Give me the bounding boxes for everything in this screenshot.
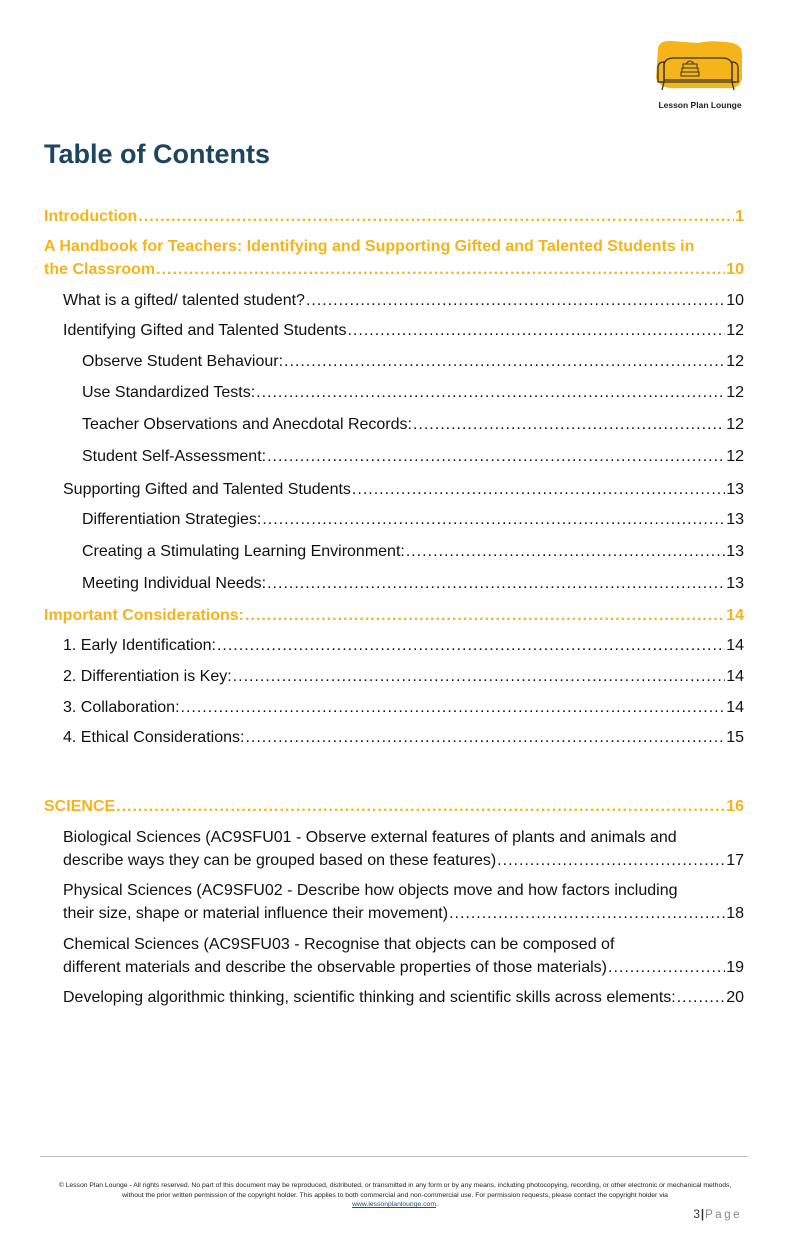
toc-entry-observe-behaviour[interactable]: [82, 350, 744, 373]
toc-entry-what-is-gifted[interactable]: [63, 289, 744, 312]
toc-entry-text: 2. Differentiation is Key:: [63, 668, 232, 685]
toc-entry-text: Teacher Observations and Anecdotal Records:: [82, 416, 412, 433]
toc-page-number: 10: [726, 292, 744, 309]
toc-entry-important-considerations[interactable]: [44, 604, 744, 627]
toc-entry-text: SCIENCE: [44, 798, 116, 815]
sofa-with-books-icon: [650, 38, 750, 100]
website-link[interactable]: www.lessonplanlounge.com: [352, 1201, 436, 1208]
toc-entry-physical-sciences[interactable]: [63, 879, 744, 925]
toc-page-number: 1: [735, 208, 744, 225]
toc-page-number: 12: [726, 384, 744, 401]
page-number: [694, 1209, 742, 1221]
toc-page-number: 15: [726, 729, 744, 746]
toc-entry-text: Creating a Stimulating Learning Environment:: [82, 543, 405, 560]
toc-entry-text: 3. Collaboration:: [63, 699, 180, 716]
toc-page-number: 16: [726, 798, 744, 815]
toc-page-number: 12: [726, 322, 744, 339]
toc-entry-identifying[interactable]: [63, 319, 744, 342]
toc-page-number: 18: [726, 905, 744, 922]
toc-page-number: 10: [726, 261, 744, 278]
toc-entry-text: Supporting Gifted and Talented Students: [63, 481, 351, 498]
toc-page-number: 13: [726, 575, 744, 592]
toc-entry-text: What is a gifted/ talented student?: [63, 292, 305, 309]
toc-entry-text: 4. Ethical Considerations:: [63, 729, 245, 746]
toc-entry-text: 1. Early Identification:: [63, 637, 216, 654]
toc-entry-text-line1: Physical Sciences (AC9SFU02 - Describe how objects move and how factors including: [63, 882, 678, 899]
toc-entry-algorithmic-thinking[interactable]: [63, 986, 744, 1009]
toc-entry-handbook[interactable]: [44, 235, 744, 281]
copyright-text: © Lesson Plan Lounge - All rights reserved. No part of this document may be reproduced, distributed, or transmitted in any form or by any means, including photocopying, recording, or other electronic or mechanical methods, without the prior written permission of the copyright holder. This applies to both commercial and non-commercial use. For permission requests, please contact the copyright holder via: [58, 1182, 732, 1199]
toc-entry-chemical-sciences[interactable]: [63, 933, 744, 979]
toc-entry-text: Differentiation Strategies:: [82, 511, 262, 528]
link-suffix: .: [436, 1201, 438, 1208]
toc-entry-text-line1: Biological Sciences (AC9SFU01 - Observe external features of plants and animals and: [63, 829, 677, 846]
toc-entry-differentiation-strategies[interactable]: [82, 508, 744, 531]
toc-page-number: 14: [726, 637, 744, 654]
toc-page-number: 17: [726, 852, 744, 869]
footer-divider: [40, 1156, 748, 1157]
toc-entry-text-line2: describe ways they can be grouped based on these features): [63, 852, 497, 869]
toc-entry-self-assessment[interactable]: [82, 445, 744, 468]
toc-entry-text: Important Considerations:: [44, 607, 245, 624]
toc-entry-individual-needs[interactable]: [82, 572, 744, 595]
toc-page-number: 13: [726, 543, 744, 560]
page-title: Table of Contents: [44, 139, 270, 169]
toc-entry-supporting[interactable]: [63, 478, 744, 501]
toc-entry-standardized-tests[interactable]: [82, 381, 744, 404]
toc-entry-differentiation-key[interactable]: [63, 665, 744, 688]
toc-entry-stimulating-environment[interactable]: [82, 540, 744, 563]
logo-label: Lesson Plan Lounge: [658, 100, 742, 110]
toc-entry-text: Observe Student Behaviour:: [82, 353, 284, 370]
page-word: Page: [705, 1209, 742, 1221]
footer-copyright: [48, 1181, 742, 1210]
toc-entry-text: Student Self-Assessment:: [82, 448, 267, 465]
toc-page-number: 12: [726, 448, 744, 465]
toc-entry-text: Use Standardized Tests:: [82, 384, 256, 401]
toc-entry-collaboration[interactable]: [63, 696, 744, 719]
toc-page-number: 13: [726, 511, 744, 528]
toc-page-number: 13: [726, 481, 744, 498]
toc-page-number: 19: [726, 959, 744, 976]
toc-page-number: 14: [726, 607, 744, 624]
toc-page-number: 20: [726, 989, 744, 1006]
toc-entry-early-identification[interactable]: [63, 634, 744, 657]
toc-entry-text: Introduction: [44, 208, 138, 225]
toc-entry-text: Identifying Gifted and Talented Students: [63, 322, 347, 339]
toc-entry-teacher-observations[interactable]: [82, 413, 744, 436]
toc-entry-text: Developing algorithmic thinking, scientific thinking and scientific skills across elements:: [63, 989, 676, 1006]
toc-entry-text-line1: A Handbook for Teachers: Identifying and Supporting Gifted and Talented Students in: [44, 238, 695, 255]
toc-entry-ethical-considerations[interactable]: [63, 726, 744, 749]
toc-page-number: 14: [726, 699, 744, 716]
toc-entry-text-line2: their size, shape or material influence their movement): [63, 905, 449, 922]
toc-page-number: 12: [726, 353, 744, 370]
brand-logo: [650, 38, 750, 116]
page-number-value: 3: [693, 1209, 701, 1221]
toc-entry-text-line2: the Classroom: [44, 261, 156, 278]
toc-page-number: 14: [726, 668, 744, 685]
toc-page-number: 12: [726, 416, 744, 433]
toc-entry-text-line1: Chemical Sciences (AC9SFU03 - Recognise that objects can be composed of: [63, 936, 615, 953]
toc-entry-text-line2: different materials and describe the observable properties of those materials): [63, 959, 607, 976]
toc-entry-text: Meeting Individual Needs:: [82, 575, 267, 592]
toc-entry-introduction[interactable]: [44, 205, 744, 228]
toc-entry-science[interactable]: [44, 795, 744, 818]
page-number-separator: |: [700, 1209, 706, 1221]
toc-entry-biological-sciences[interactable]: [63, 826, 744, 872]
